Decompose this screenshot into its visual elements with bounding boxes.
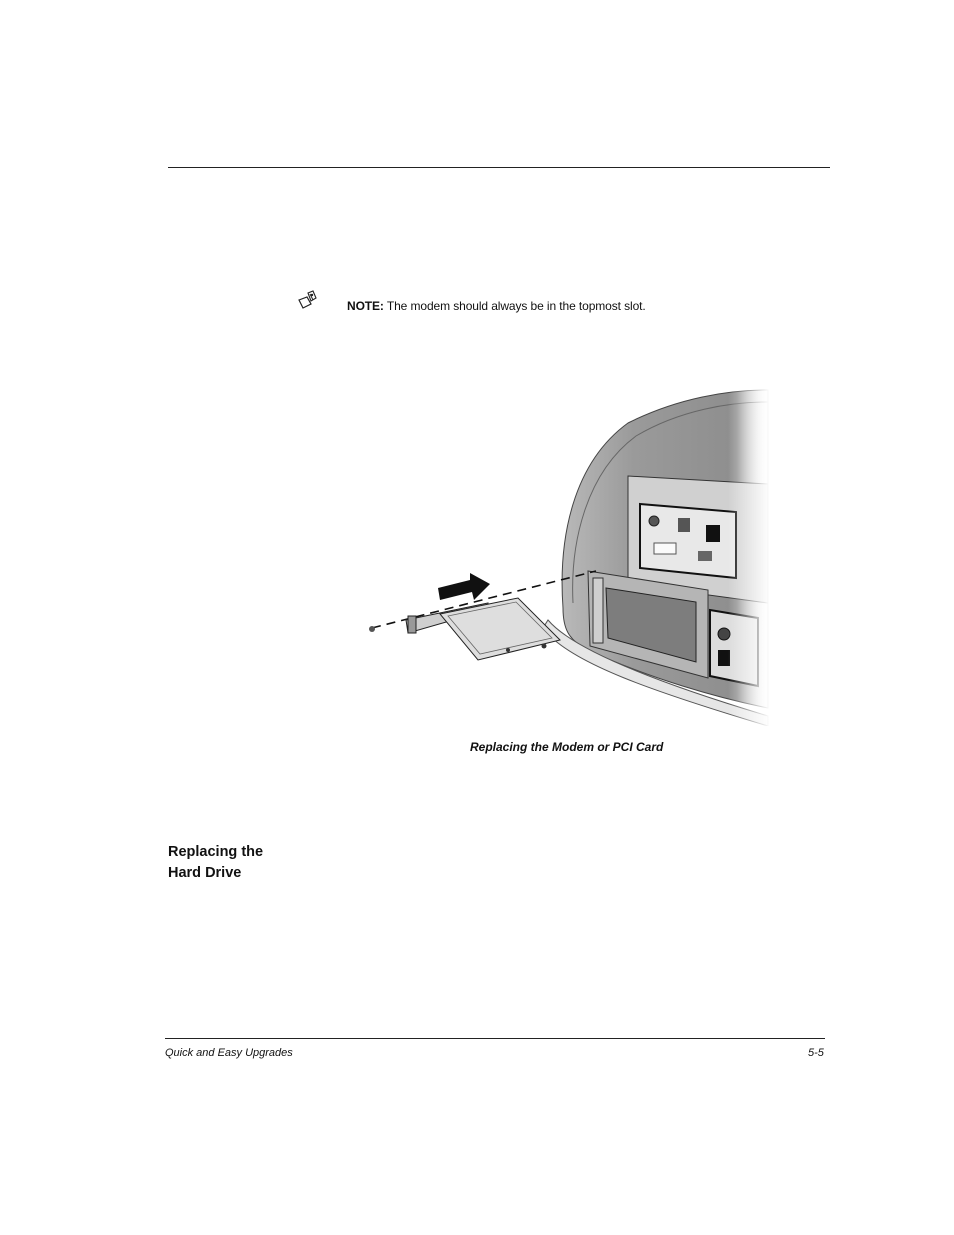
footer-chapter-title: Quick and Easy Upgrades	[165, 1047, 293, 1059]
figure-caption: Replacing the Modem or PCI Card	[470, 740, 664, 754]
section-heading-line-1: Replacing the	[168, 844, 264, 860]
section-heading	[168, 842, 263, 884]
section-heading-line-2: Hard Drive	[168, 865, 242, 881]
note-body: The modem should always be in the topmost slot.	[383, 299, 646, 313]
header-rule	[168, 167, 830, 168]
note-label: NOTE:	[347, 299, 384, 313]
footer-page-number: 5-5	[808, 1047, 824, 1059]
modem-replacement-illustration	[358, 388, 770, 726]
footer-rule	[165, 1038, 825, 1039]
note-pencil-icon	[297, 290, 319, 312]
note-paragraph	[347, 299, 646, 313]
